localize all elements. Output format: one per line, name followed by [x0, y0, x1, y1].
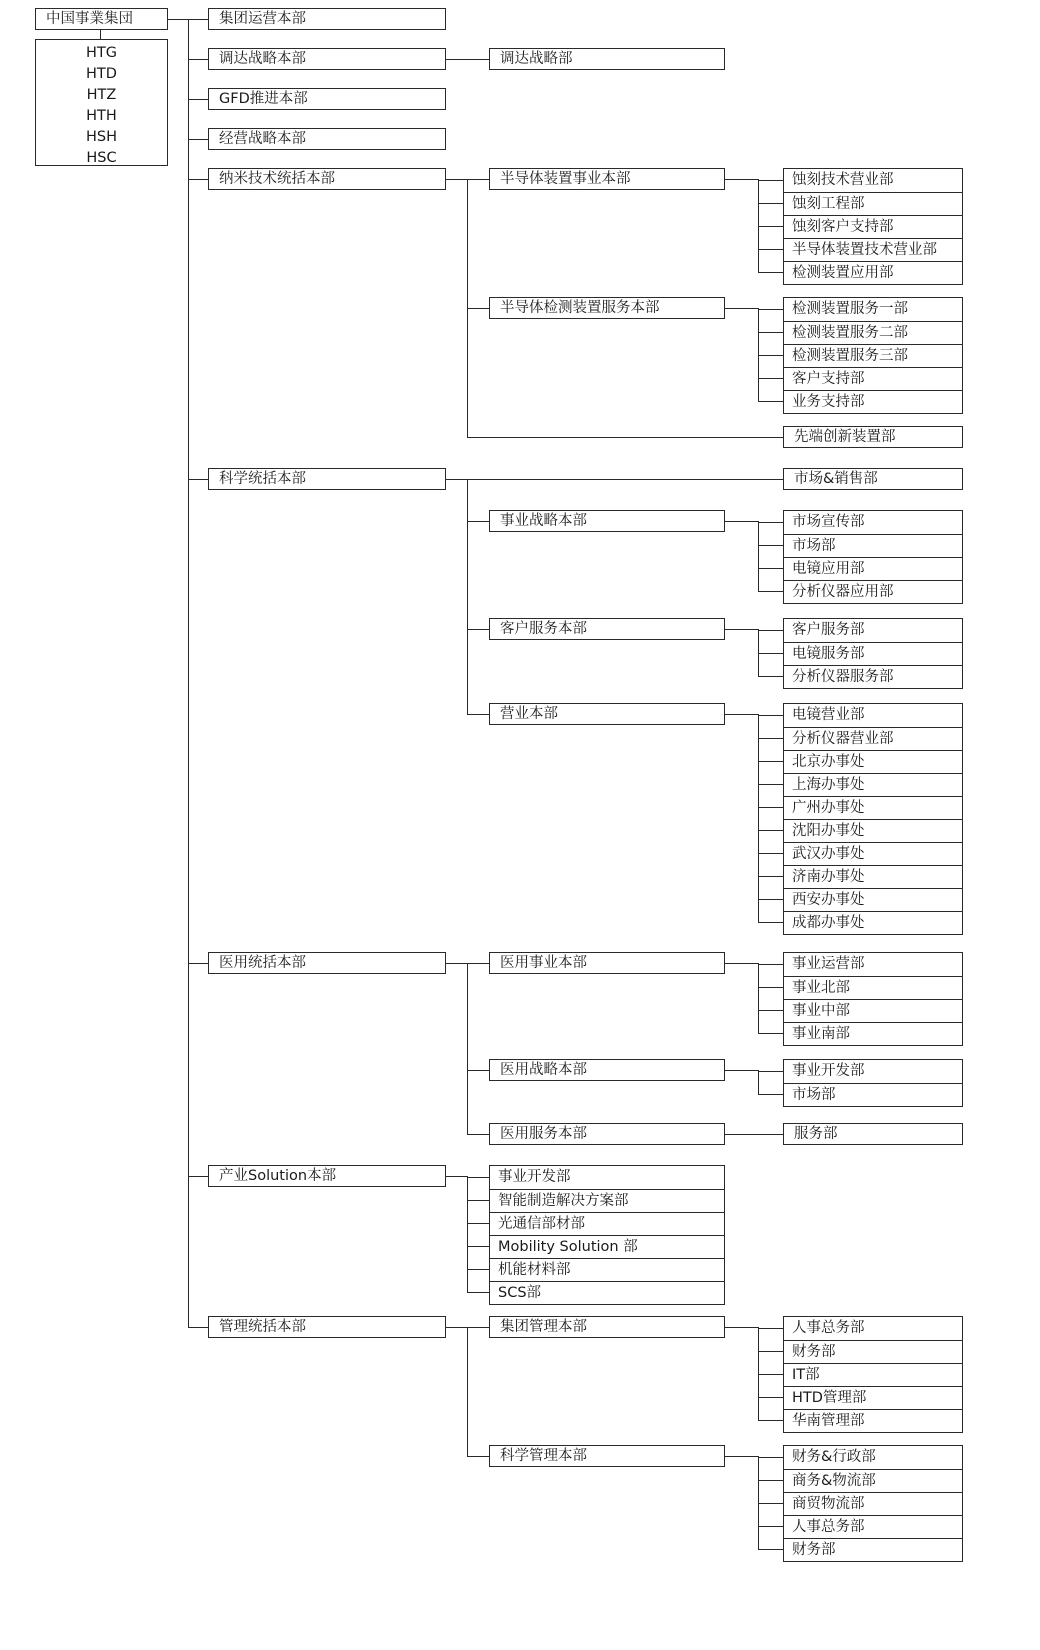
unit-row: 事业开发部: [498, 1169, 571, 1185]
connector-line: [758, 738, 783, 739]
connector-line: [446, 1176, 467, 1177]
connector-line: [467, 714, 489, 715]
connector-line: [758, 309, 783, 310]
connector-line: [188, 99, 208, 100]
connector-line: [758, 522, 783, 523]
level1-box: 集团运营本部: [208, 8, 446, 30]
code-item: HTD: [86, 66, 117, 82]
connector-line: [758, 761, 783, 762]
connector-line: [725, 714, 758, 715]
connector-line: [758, 545, 783, 546]
level3-stack: [783, 952, 963, 1046]
connector-line: [758, 1033, 783, 1034]
unit-row: 分析仪器服务部: [784, 665, 962, 688]
level2-box: 医用战略本部: [489, 1059, 725, 1081]
unit-row: 检测装置服务二部: [784, 321, 962, 344]
connector-line: [188, 1327, 208, 1328]
connector-line: [758, 715, 783, 716]
connector-line: [188, 179, 208, 180]
level3-stack: [783, 703, 963, 935]
connector-line: [758, 1351, 783, 1352]
unit-row: 检测装置服务三部: [784, 344, 962, 367]
connector-line: [758, 226, 783, 227]
level3-stack: [783, 1059, 963, 1107]
connector-line: [188, 1176, 208, 1177]
level1-box: 医用统括本部: [208, 952, 446, 974]
code-item: HSH: [85, 129, 117, 145]
unit-row: 事业北部: [784, 976, 962, 999]
level3-stack: [783, 1445, 963, 1562]
connector-line: [758, 1549, 783, 1550]
connector-line: [758, 987, 783, 988]
connector-line: [758, 853, 783, 854]
connector-line: [758, 876, 783, 877]
connector-line: [725, 963, 758, 964]
level1-box: 经营战略本部: [208, 128, 446, 150]
connector-line: [467, 1327, 489, 1328]
unit-row: 光通信部材部: [490, 1212, 724, 1235]
connector-line: [188, 479, 208, 480]
connector-line: [725, 1134, 783, 1135]
connector-line: [758, 272, 783, 273]
connector-line: [758, 355, 783, 356]
unit-row: 财务&行政部: [792, 1449, 876, 1465]
connector-line: [725, 308, 758, 309]
connector-line: [725, 1070, 758, 1071]
level2-box: 科学管理本部: [489, 1445, 725, 1467]
connector-line: [758, 568, 783, 569]
unit-row: 智能制造解决方案部: [490, 1189, 724, 1212]
connector-line: [758, 899, 783, 900]
connector-line: [446, 1327, 467, 1328]
level3-stack: [783, 618, 963, 689]
connector-line: [725, 1327, 758, 1328]
connector-line: [758, 714, 759, 922]
level2-box: 半导体检测装置服务本部: [489, 297, 725, 319]
unit-row: HTD管理部: [784, 1386, 962, 1409]
connector-line: [467, 629, 489, 630]
unit-row: 市场部: [784, 1083, 962, 1106]
connector-line: [725, 521, 758, 522]
root-connector: [168, 19, 188, 20]
connector-line: [758, 1070, 759, 1094]
unit-row: 商贸物流部: [784, 1492, 962, 1515]
unit-row: 财务部: [784, 1538, 962, 1561]
unit-row: 事业运营部: [792, 956, 865, 972]
unit-row: 蚀刻技术营业部: [792, 172, 894, 188]
level1-box: GFD推进本部: [208, 88, 446, 110]
unit-row: 检测装置应用部: [784, 261, 962, 284]
connector-line: [758, 784, 783, 785]
connector-line: [467, 1456, 489, 1457]
root-code-connector: [100, 30, 101, 39]
connector-line: [758, 1071, 783, 1072]
connector-line: [446, 179, 467, 180]
connector-line: [758, 807, 783, 808]
unit-row: 华南管理部: [784, 1409, 962, 1432]
connector-line: [758, 203, 783, 204]
unit-row: 分析仪器营业部: [784, 727, 962, 750]
connector-line: [758, 653, 783, 654]
connector-line: [758, 591, 783, 592]
connector-line: [467, 1246, 489, 1247]
connector-line: [467, 521, 489, 522]
connector-line: [758, 963, 759, 1033]
unit-row: 蚀刻客户支持部: [784, 215, 962, 238]
level2-box: 半导体装置事业本部: [489, 168, 725, 190]
connector-line: [758, 401, 783, 402]
connector-line: [758, 1094, 783, 1095]
unit-row: Mobility Solution 部: [490, 1235, 724, 1258]
level2-spine: [467, 1176, 468, 1292]
connector-line: [758, 1457, 783, 1458]
connector-line: [188, 139, 208, 140]
connector-line: [758, 1420, 783, 1421]
unit-row: 蚀刻工程部: [784, 192, 962, 215]
level2-box: 营业本部: [489, 703, 725, 725]
level2-spine: [467, 179, 468, 437]
level2-box: 医用服务本部: [489, 1123, 725, 1145]
connector-line: [188, 59, 208, 60]
level1-box: 管理统括本部: [208, 1316, 446, 1338]
unit-row: 人事总务部: [784, 1515, 962, 1538]
unit-row: IT部: [784, 1363, 962, 1386]
connector-line: [467, 1134, 489, 1135]
unit-row: 电镜服务部: [784, 642, 962, 665]
connector-line: [467, 179, 489, 180]
connector-line: [467, 437, 783, 438]
connector-line: [758, 964, 783, 965]
connector-line: [467, 1269, 489, 1270]
unit-row: 事业开发部: [792, 1063, 865, 1079]
unit-row: 广州办事处: [784, 796, 962, 819]
unit-row: 沈阳办事处: [784, 819, 962, 842]
root-code-list: [35, 39, 168, 166]
connector-line: [758, 378, 783, 379]
level3-stack: [783, 168, 963, 285]
connector-line: [758, 676, 783, 677]
connector-line: [467, 308, 489, 309]
connector-line: [758, 521, 759, 591]
unit-row: 电镜营业部: [792, 707, 865, 723]
unit-row: 市场部: [784, 534, 962, 557]
code-item: HTZ: [86, 87, 117, 103]
level2-spine: [467, 479, 468, 714]
unit-row: 事业南部: [784, 1022, 962, 1045]
unit-row: 检测装置服务一部: [792, 301, 908, 317]
unit-row: 财务部: [784, 1340, 962, 1363]
unit-row: 人事总务部: [792, 1320, 865, 1336]
connector-line: [188, 963, 208, 964]
level3-stack: [783, 510, 963, 604]
connector-line: [467, 963, 489, 964]
connector-line: [758, 1397, 783, 1398]
code-item: HTG: [86, 45, 117, 61]
unit-row: 电镜应用部: [784, 557, 962, 580]
main-spine: [188, 19, 189, 1327]
level1-box: 科学统括本部: [208, 468, 446, 490]
level3-box: 先端创新装置部: [783, 426, 963, 448]
connector-line: [467, 1223, 489, 1224]
connector-line: [758, 1010, 783, 1011]
unit-row: 业务支持部: [784, 390, 962, 413]
connector-line: [446, 59, 489, 60]
connector-line: [758, 630, 783, 631]
level3-box: 服务部: [783, 1123, 963, 1145]
connector-line: [758, 830, 783, 831]
connector-line: [758, 332, 783, 333]
level2-spine: [467, 1327, 468, 1456]
level2-stack: [489, 1165, 725, 1305]
unit-row: 成都办事处: [784, 911, 962, 934]
connector-line: [758, 1328, 783, 1329]
level3-box: 市场&销售部: [783, 468, 963, 490]
level2-box: 医用事业本部: [489, 952, 725, 974]
unit-row: 客户服务部: [792, 622, 865, 638]
connector-line: [725, 179, 758, 180]
level2-box: 调达战略部: [489, 48, 725, 70]
unit-row: 济南办事处: [784, 865, 962, 888]
unit-row: SCS部: [490, 1281, 724, 1304]
level2-box: 客户服务本部: [489, 618, 725, 640]
connector-line: [758, 249, 783, 250]
connector-line: [725, 629, 758, 630]
level2-spine: [467, 963, 468, 1134]
level3-stack: [783, 297, 963, 414]
unit-row: 分析仪器应用部: [784, 580, 962, 603]
unit-row: 西安办事处: [784, 888, 962, 911]
connector-line: [758, 1526, 783, 1527]
unit-row: 市场宣传部: [792, 514, 865, 530]
level1-box: 产业Solution本部: [208, 1165, 446, 1187]
unit-row: 上海办事处: [784, 773, 962, 796]
level1-box: 纳米技术统括本部: [208, 168, 446, 190]
connector-line: [188, 19, 208, 20]
connector-line: [467, 1292, 489, 1293]
unit-row: 武汉办事处: [784, 842, 962, 865]
unit-row: 北京办事处: [784, 750, 962, 773]
level3-stack: [783, 1316, 963, 1433]
root-box: 中国事業集団: [35, 8, 168, 30]
connector-line: [758, 1503, 783, 1504]
level2-box: 集团管理本部: [489, 1316, 725, 1338]
unit-row: 事业中部: [784, 999, 962, 1022]
code-item: HSC: [86, 150, 117, 166]
connector-line: [467, 1200, 489, 1201]
code-item: HTH: [86, 108, 117, 124]
connector-line: [758, 1374, 783, 1375]
connector-line: [467, 1177, 489, 1178]
connector-line: [725, 1456, 758, 1457]
connector-line: [758, 922, 783, 923]
connector-line: [467, 1070, 489, 1071]
unit-row: 客户支持部: [784, 367, 962, 390]
unit-row: 商务&物流部: [784, 1469, 962, 1492]
connector-line: [758, 180, 783, 181]
connector-line: [446, 479, 783, 480]
level2-box: 事业战略本部: [489, 510, 725, 532]
unit-row: 机能材料部: [490, 1258, 724, 1281]
connector-line: [446, 963, 467, 964]
connector-line: [758, 1480, 783, 1481]
level1-box: 调达战略本部: [208, 48, 446, 70]
unit-row: 半导体装置技术营业部: [784, 238, 962, 261]
